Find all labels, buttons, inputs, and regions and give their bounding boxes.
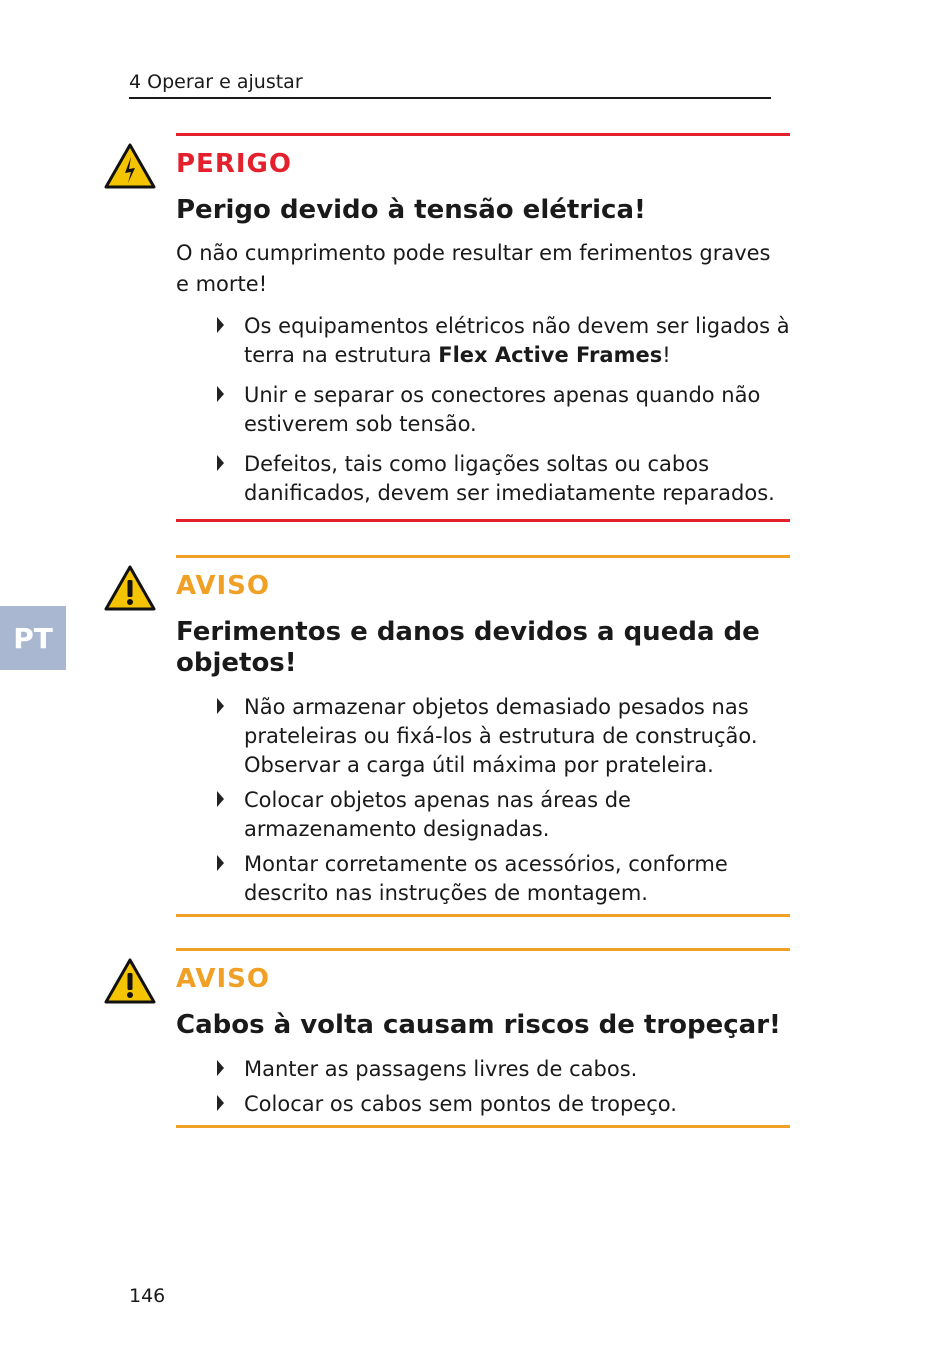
notice-intro: O não cumprimento pode resultar em ferimentos graves e morte! <box>176 241 771 296</box>
signal-word: PERIGO <box>176 149 292 179</box>
steps-list <box>176 312 790 508</box>
step-text: Colocar objetos apenas nas áreas de armazenamento designadas. <box>244 788 631 841</box>
signal-word: AVISO <box>176 964 270 994</box>
steps-list <box>176 693 790 908</box>
step-text: Defeitos, tais como ligações soltas ou cabos danificados, devem ser imediatamente reparados. <box>244 452 775 505</box>
warning-notice <box>176 948 790 1128</box>
warning-exclamation-icon <box>104 565 156 611</box>
list-item <box>176 693 790 780</box>
list-item <box>176 786 790 844</box>
list-item <box>176 450 790 508</box>
arrow-right-icon <box>217 317 224 333</box>
arrow-right-icon <box>217 1060 224 1076</box>
step-text: Manter as passagens livres de cabos. <box>244 1057 638 1081</box>
warning-notice <box>176 555 790 917</box>
danger-notice <box>176 133 790 522</box>
electric-hazard-icon <box>104 143 156 189</box>
list-item <box>176 850 790 908</box>
steps-list <box>176 1055 790 1119</box>
list-item <box>176 381 790 439</box>
arrow-right-icon <box>217 791 224 807</box>
notice-bottom-rule <box>176 914 790 917</box>
notice-bottom-rule <box>176 1125 790 1128</box>
notice-top-rule <box>176 555 790 558</box>
signal-word: AVISO <box>176 571 270 601</box>
arrow-right-icon <box>217 698 224 714</box>
list-item <box>176 1090 790 1119</box>
notice-title: Cabos à volta causam riscos de tropeçar! <box>176 1010 781 1040</box>
step-text: Unir e separar os conectores apenas quando não estiverem sob tensão. <box>244 383 761 436</box>
list-item <box>176 1055 790 1084</box>
step-text: Montar corretamente os acessórios, conforme descrito nas instruções de montagem. <box>244 852 728 905</box>
arrow-right-icon <box>217 386 224 402</box>
arrow-right-icon <box>217 855 224 871</box>
arrow-right-icon <box>217 1095 224 1111</box>
language-tab: PT <box>0 606 66 670</box>
notice-title: Perigo devido à tensão elétrica! <box>176 195 646 225</box>
list-item <box>176 312 790 370</box>
page-number: 146 <box>129 1285 166 1307</box>
product-name: Flex Active Frames <box>438 343 663 367</box>
arrow-right-icon <box>217 455 224 471</box>
chapter-header: 4 Operar e ajustar <box>129 70 771 99</box>
step-text: ! <box>662 343 671 367</box>
notice-bottom-rule <box>176 519 790 522</box>
notice-title: Ferimentos e danos devidos a queda de objetos! <box>176 617 760 678</box>
notice-top-rule <box>176 133 790 136</box>
notice-top-rule <box>176 948 790 951</box>
step-text: Os equipamentos elétricos não devem ser ligados à terra na estrutura <box>244 314 790 367</box>
step-text: Colocar os cabos sem pontos de tropeço. <box>244 1092 677 1116</box>
step-text: Não armazenar objetos demasiado pesados nas prateleiras ou fixá-los à estrutura de construção. Observar a carga útil máxima por prateleira. <box>244 695 758 777</box>
warning-exclamation-icon <box>104 958 156 1004</box>
